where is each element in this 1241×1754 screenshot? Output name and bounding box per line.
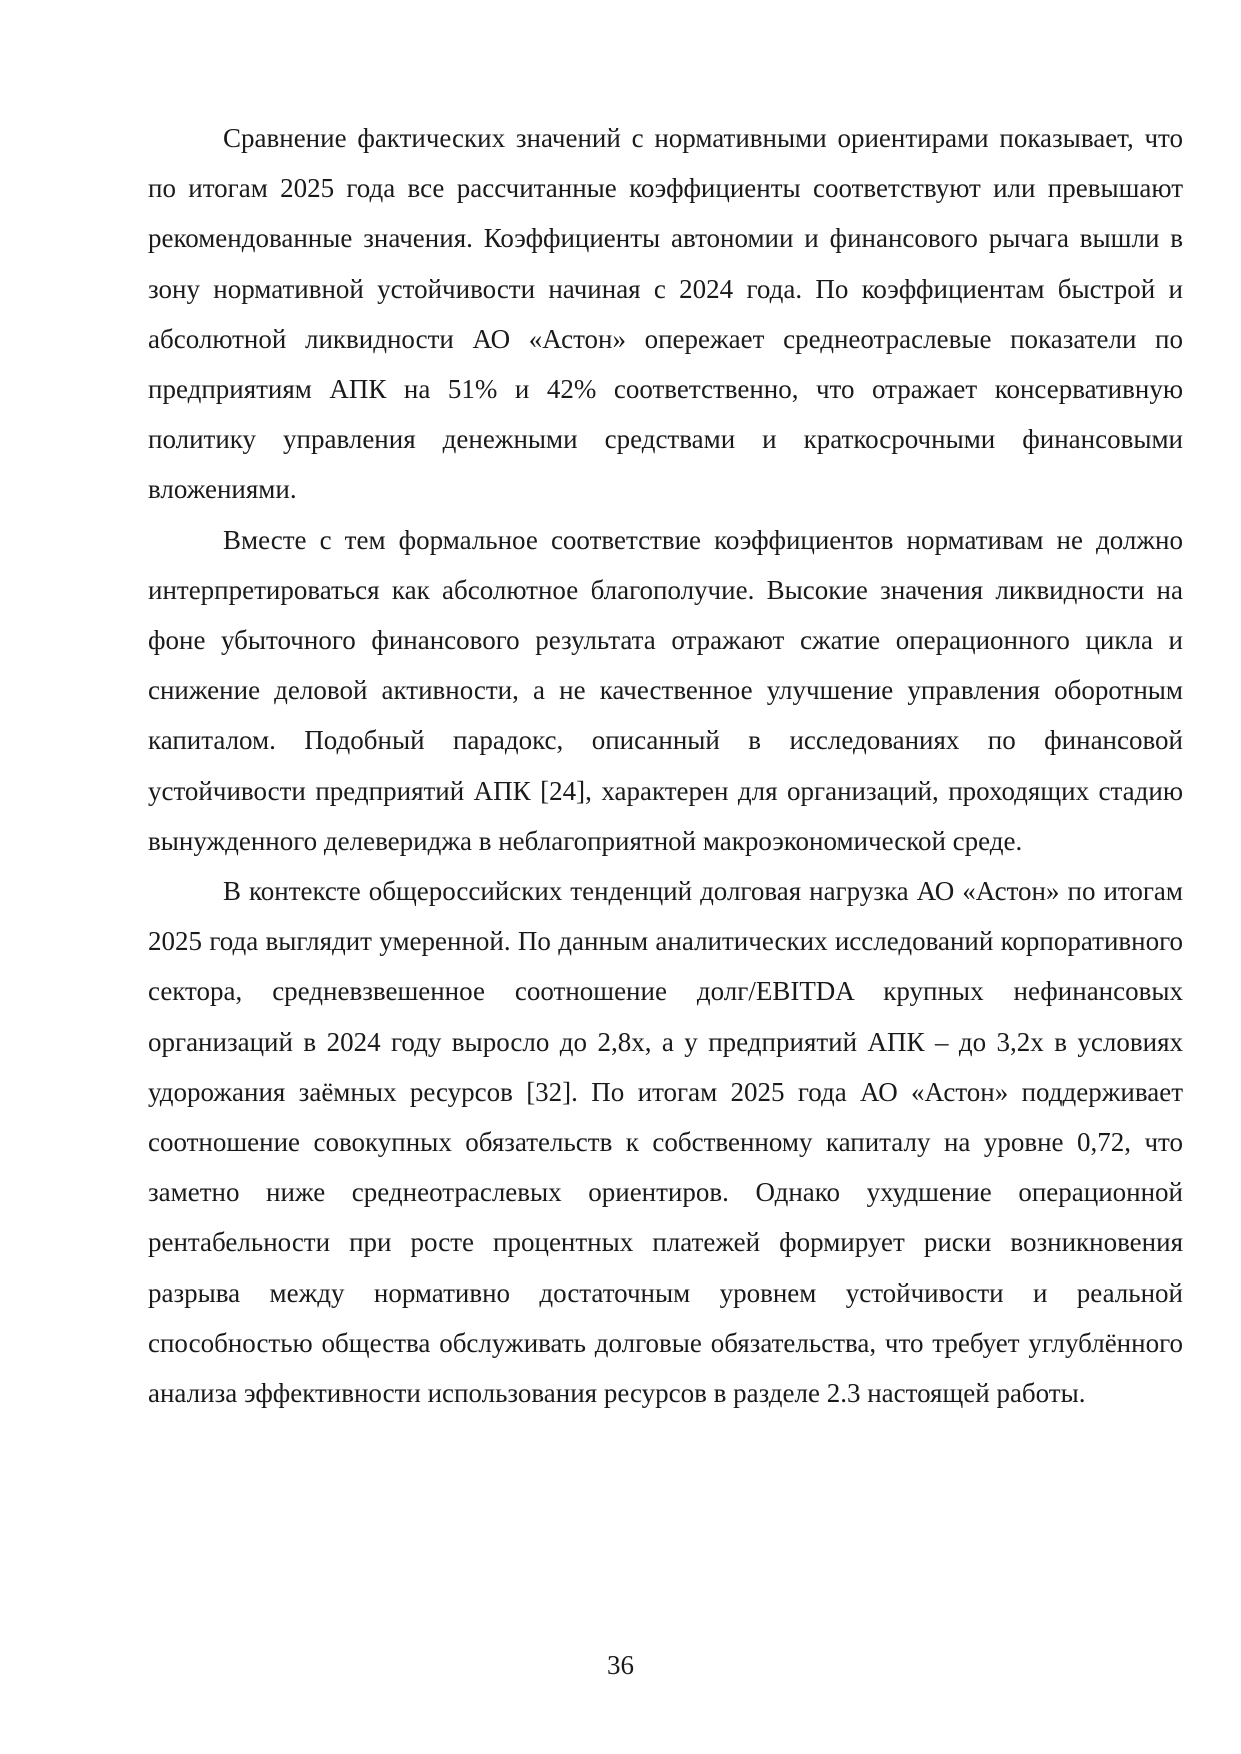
- page-number: 36: [607, 1650, 634, 1680]
- body-text: [148, 113, 1183, 1418]
- paragraph-2: Вместе с тем формальное соответствие коэффициентов нормативам не должно интерпретироваться как абсолютное благополучие. Высокие значения ликвидности на фоне убыточного финансового результата отражают сжатие операционного цикла и снижение деловой активности, а не качественное улучшение управления оборотным капиталом. Подобный парадокс, описанный в исследованиях по финансовой устойчивости предприятий АПК [24], характерен для организаций, проходящих стадию вынужденного делевериджа в неблагоприятной макроэкономической среде.: [148, 524, 1183, 856]
- paragraph-3: В контексте общероссийских тенденций долговая нагрузка АО «Астон» по итогам 2025 года выглядит умеренной. По данным аналитических исследований корпоративного сектора, средневзвешенное соотношение долг/EBITDA крупных нефинансовых организаций в 2024 году выросло до 2,8х, а у предприятий АПК – до 3,2х в условиях удорожания заёмных ресурсов [32]. По итогам 2025 года АО «Астон» поддерживает соотношение совокупных обязательств к собственному капиталу на уровне 0,72, что заметно ниже среднеотраслевых ориентиров. Однако ухудшение операционной рентабельности при росте процентных платежей формирует риски возникновения разрыва между нормативно достаточным уровнем устойчивости и реальной способностью общества обслуживать долговые обязательства, что требует углублённого анализа эффективности использования ресурсов в разделе 2.3 настоящей работы.: [148, 876, 1183, 1409]
- paragraph-1: Сравнение фактических значений с нормативными ориентирами показывает, что по итогам 2025 года все рассчитанные коэффициенты соответствуют или превышают рекомендованные значения. Коэффициенты автономии и финансового рычага вышли в зону нормативной устойчивости начиная с 2024 года. По коэффициентам быстрой и абсолютной ликвидности АО «Астон» опережает среднеотраслевые показатели по предприятиям АПК на 51% и 42% соответственно, что отражает консервативную политику управления денежными средствами и краткосрочными финансовыми вложениями.: [148, 123, 1183, 505]
